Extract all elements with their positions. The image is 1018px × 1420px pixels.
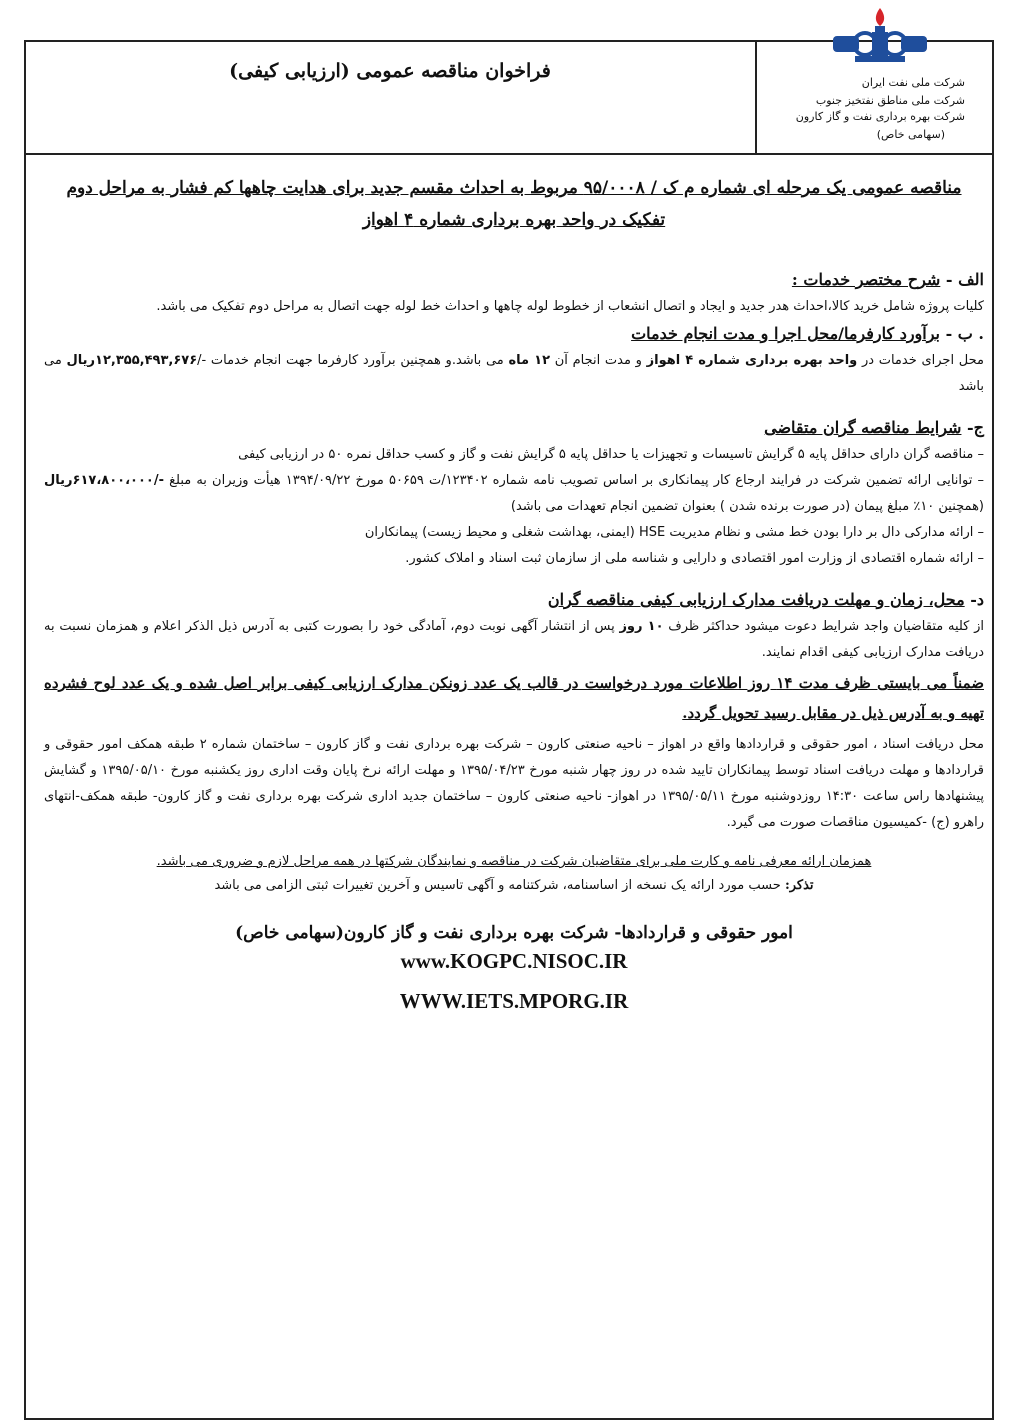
page-title: فراخوان مناقصه عمومی (ارزیابی کیفی) <box>229 60 551 82</box>
header-divider <box>755 40 757 155</box>
section-c-prefix: ج- <box>967 418 984 437</box>
footer-organization: امور حقوقی و قراردادها- شرکت بهره برداری نفت و گاز کارون(سهامی خاص) <box>235 923 793 943</box>
org-name-line-3: شرکت بهره برداری نفت و گاز کارون <box>795 110 965 123</box>
org-name-line-2: شرکت ملی مناطق نفتخیز جنوب <box>815 94 965 107</box>
address-text: محل دریافت اسناد ، امور حقوقی و قراردادها واقع در اهواز – ناحیه صنعتی کارون – شرکت بهره برداری نفت و گاز کارون – ساختمان شماره ۲ طبقه همکف امور حقوقی و قراردادها و مهلت دریافت اسناد توسط پیمانکاران تایید شده در روز چهار شنبه مورخ ۱۳۹۵/۰۴/۲۳ و مهلت ارائه نرخ پایان وقت اداری روز یکشنبه مورخ ۱۳۹۵/۰۵/۱۰ و گشایش پیشنهادها راس ساعت ۱۴:۳۰ روزدوشنبه مورخ ۱۳۹۵/۰۵/۱۱ در اهواز- ناحیه صنعتی کارون – ساختمان جدید اداری شرکت بهره برداری نفت و گاز کارون- طبقه همکف-انتهای راهرو (ج) -کمیسیون مناقصات صورت می گیرد. <box>44 737 985 830</box>
section-a-heading <box>44 266 984 294</box>
section-c-title: شرایط مناقصه گران متقاضی <box>764 418 962 437</box>
section-b-heading <box>44 320 984 348</box>
section-d-text: از کلیه متقاضیان واجد شرایط دعوت میشود حداکثر ظرف ۱۰ روز پس از انتشار آگهی نوبت دوم، آمادگی خود را بصورت کتبی به آدرس ذیل الذکر اعلام و همزمان نسبت به دریافت مدارک ارزیابی کیفی اقدام نمایند. <box>44 619 984 660</box>
id-card-note: همزمان ارائه معرفی نامه و کارت ملی برای متقاضیان شرکت در مناقصه و نمایندگان شرکتها در همه مراحل لازم و ضروری می باشد. <box>156 854 872 869</box>
reminder-note: تذکر: حسب مورد ارائه یک نسخه از اساسنامه، شرکتنامه و آگهی تاسیس و آخرین تغییرات ثبتی الزامی می باشد <box>214 878 814 893</box>
company-logo-block <box>765 6 985 151</box>
website-link-1[interactable]: www.KOGPC.NISOC.IR <box>400 949 628 973</box>
guarantee-amount: -/۶۱۷،۸۰۰،۰۰۰ریال <box>44 473 164 488</box>
section-b-title: برآورد کارفرما/محل اجرا و مدت انجام خدمات <box>631 324 940 343</box>
section-a-title: شرح مختصر خدمات : <box>791 270 941 289</box>
list-item: – توانایی ارائه تضمین شرکت در فرایند ارجاع کار پیمانکاری بر اساس تصویب نامه شماره ۱۲۳۴۰۲/ت ۵۰۶۵۹ مورخ ۱۳۹۴/۰۹/۲۲ هیأت وزیران به مبلغ -/۶۱۷،۸۰۰،۰۰۰ریال (همچنین ۱۰٪ مبلغ پیمان (در صورت برنده شدن ) بعنوان تضمین انجام تعهدات می باشد) <box>44 473 984 514</box>
list-item: – مناقصه گران دارای حداقل پایه ۵ گرایش تاسیسات و تجهیزات یا حداقل پایه ۵ گرایش نفت و گاز و کسب حداقل نمره ۵۰ در ارزیابی کیفی <box>238 447 984 462</box>
document-body <box>44 172 984 1016</box>
section-d-title: محل، زمان و مهلت دریافت مدارک ارزیابی کیفی مناقصه گران <box>547 590 965 609</box>
execution-location: واحد بهره برداری شماره ۴ اهواز <box>646 353 858 368</box>
org-name-line-1: شرکت ملی نفت ایران <box>861 76 965 89</box>
reminder-label: تذکر: <box>784 878 814 893</box>
nioc-logo-icon <box>825 6 935 68</box>
section-d-prefix: د- <box>970 590 984 609</box>
tender-title: مناقصه عمومی یک مرحله ای شماره م ک / ۹۵/۰۰۰۸ مربوط به احداث مقسم جدید برای هدایت چاهها کم فشار به مراحل دوم تفکیک در واحد بهره برداری شماره ۴ اهواز <box>66 178 962 230</box>
section-a-text: کلیات پروژه شامل خرید کالا،احداث هدر جدید و ایجاد و اتصال انشعاب از خطوط لوله چاهها و احداث خط لوله جهت اتصال به مراحل دوم تفکیک می باشد. <box>156 299 984 314</box>
list-item: – ارائه مدارکی دال بر دارا بودن خط مشی و نظام مدیریت HSE (ایمنی، بهداشت شغلی و محیط زیست) پیمانکاران <box>364 525 984 540</box>
website-link-2[interactable]: WWW.IETS.MPORG.IR <box>399 989 629 1013</box>
section-c-heading <box>44 414 984 442</box>
org-name-line-4: (سهامی خاص) <box>876 128 945 141</box>
submission-note: ضمناً می بایستی ظرف مدت ۱۴ روز اطلاعات مورد درخواست در قالب یک عدد زونکن مدارک ارزیابی کیفی برابر اصل شده و یک عدد لوح فشرده تهیه و به آدرس ذیل در مقابل رسید تحویل گردد. <box>44 674 984 722</box>
deadline-days: ۱۰ روز <box>619 619 664 634</box>
section-a-prefix: الف - <box>945 270 984 289</box>
section-b-text: محل اجرای خدمات در واحد بهره برداری شماره ۴ اهواز و مدت انجام آن ۱۲ ماه می باشد.و همچنین برآورد کارفرما جهت انجام خدمات -/۱۲,۳۵۵,۴۹۳,۶۷۶ریال می باشد <box>44 353 984 394</box>
list-item: – ارائه شماره اقتصادی از وزارت امور اقتصادی و دارایی و شناسه ملی از سازمان ثبت اسناد و املاک کشور. <box>405 551 984 566</box>
section-b-prefix: . ب - <box>945 324 984 343</box>
section-d-heading <box>44 586 984 614</box>
requirements-list <box>44 442 984 572</box>
estimate-amount: ۱۲,۳۵۵,۴۹۳,۶۷۶ریال <box>66 353 198 368</box>
duration: ۱۲ ماه <box>508 353 551 368</box>
